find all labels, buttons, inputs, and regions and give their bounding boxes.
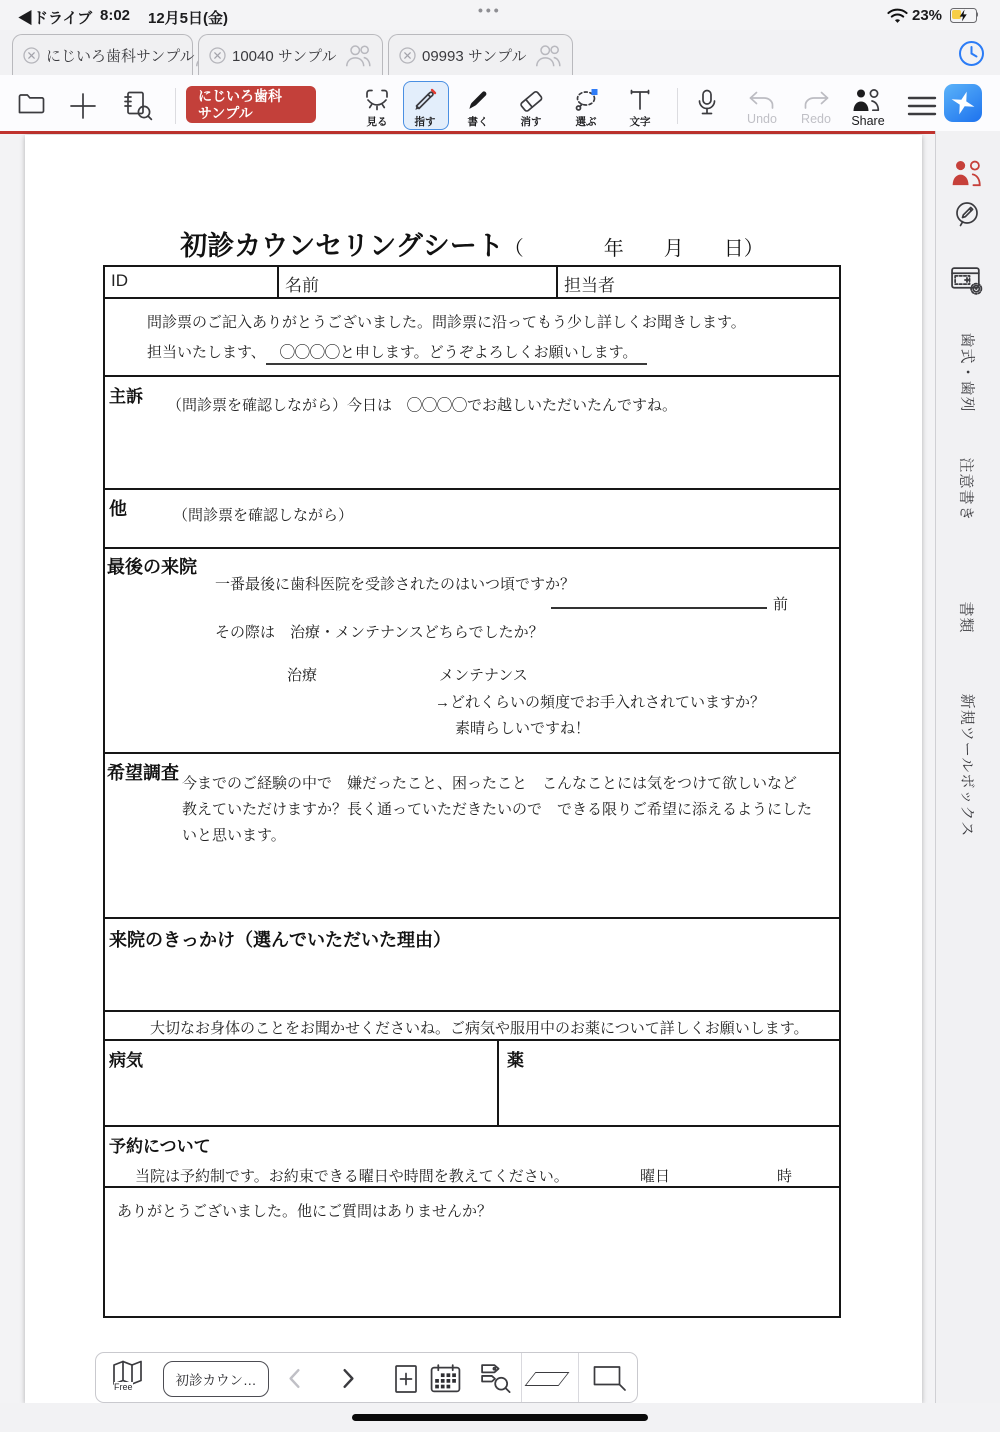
name-blank-underline: ◯◯◯◯と申します。どうぞよろしくお願いします。 [266, 344, 648, 365]
close-icon[interactable] [399, 47, 416, 64]
tab-nijiiro-dental-sample[interactable] [12, 34, 193, 75]
microphone-icon[interactable] [696, 88, 718, 118]
menu-icon[interactable] [906, 95, 938, 117]
tab-label: にじいろ歯科サンプル [46, 47, 195, 65]
home-indicator[interactable] [352, 1414, 648, 1421]
redo-button[interactable]: Redo [794, 90, 838, 126]
main-toolbar [0, 75, 1000, 134]
battery-percent: 23% [912, 7, 943, 24]
folder-icon[interactable] [17, 92, 46, 115]
appointment-section[interactable]: 予約について 当院は予約制です。お約束できる曜日や時間を教えてください。 曜日 時 [105, 1127, 839, 1188]
closing-section[interactable]: ありがとうございました。他にご質問はありませんか？ [117, 1203, 493, 1220]
option-treatment: 治療 [287, 667, 318, 684]
tool-text-button[interactable]: 文字 [618, 87, 662, 129]
toolbox-settings-icon[interactable] [950, 265, 985, 296]
clock-time: 8:02 [100, 7, 131, 24]
share-button[interactable]: Share [845, 87, 891, 128]
add-page-icon[interactable] [392, 1363, 420, 1395]
greeting-section: 問診票のご記入ありがとうございました。問診票に沿ってもう少し詳しくお聞きします。 担当いたします、 ◯◯◯◯と申します。どうぞよろしくお願いします。 [105, 299, 839, 377]
document-search-icon[interactable] [121, 90, 154, 121]
counseling-form-table [103, 265, 841, 1318]
health-intro-row: 大切なお身体のことをお聞かせくださいね。ご病気や服用中のお薬について詳しくお願いします。 [105, 1012, 839, 1041]
tool-view-button[interactable]: 見る [355, 87, 399, 129]
close-icon[interactable] [209, 47, 226, 64]
people-icon [533, 42, 565, 68]
multitask-dots-icon: ••• [478, 2, 502, 18]
comment-pen-icon[interactable] [953, 200, 981, 229]
status-date: 12月5日(金) [148, 10, 229, 27]
field-name[interactable]: 名前 [279, 267, 558, 297]
tool-erase-button[interactable]: 消す [509, 87, 553, 129]
callout-rectangle-icon[interactable] [592, 1364, 627, 1392]
battery-icon [950, 8, 977, 23]
current-page-button[interactable]: 初診カウン… [163, 1361, 269, 1397]
page-grid-icon[interactable] [429, 1363, 462, 1394]
wish-survey-section[interactable]: 希望調査 今までのご経験の中で 嫌だったこと、困ったこと こんなことには気をつけて欲しいなど 教えていただけますか？長く通っていただきたいので できる限りご希望に添えるようにした いと思います。 [105, 754, 839, 919]
field-id[interactable]: ID [105, 267, 279, 297]
tab-bar [0, 30, 1000, 76]
document-title-button[interactable]: にじいろ歯科 サンプル [186, 86, 316, 123]
tab-label: 10040 サンプル [232, 47, 337, 65]
tab-label: 09993 サンプル [422, 47, 527, 65]
field-illness[interactable]: 病気 [105, 1041, 499, 1125]
option-maintenance: メンテナンス [439, 667, 528, 684]
page-navigation-toolbar [95, 1352, 638, 1403]
close-icon[interactable] [23, 47, 40, 64]
appointment-weekday-label: 曜日 [640, 1168, 671, 1185]
toolbar-divider [677, 88, 678, 124]
toolbar-divider [578, 1353, 579, 1402]
page-map-icon[interactable] [110, 1359, 148, 1392]
screen: ◀ドライブ 8:02 12月5日(金) ••• 23% にじいろ歯科サンプル 10040 サンプル 09993 サンプル にじいろ歯科 サンプル 見る 指す 書く 消す 選ぶ 文字 Undo Redo Share 歯式・歯列 注意書き 書類 新規ツールボックス 初診カウンセリングシート（ 年 月 日） ID 名前 担当者 問診票のご記入ありがとうございました。問診票に沿ってもう少し詳しくお聞きします。 担当いたします、 ◯◯◯◯と申します。どうぞよろしくお願いします。 主訴 （問診票を確認しながら）今日は ◯◯◯◯でお越しいただいたんですね。 他 （問診票を確認しながら） 最後の来院 一番最後に歯科医院を受診されたのはいつ頃ですか？ 前 その際は 治療・メンテナンスどちらでしたか？ 治療 メンテナンス →どれくらいの頻度でお手入れされていますか？ 素晴らしいですね！ 希望調査 今までのご経験の中で 嫌だったこと、困ったこと こんなことには気をつけて欲しいなど 教えていただけますか？長く通っていただきたいので できる限りご希望に添えるようにした いと思います。 来院のきっかけ（選んでいただいた理由） 大切なお身体のことをお聞かせくださいね。ご病気や服用中のお薬について詳しくお願いします。 病気 薬 予約について 当院は予約制です。お約束できる曜日や時間を教えてください。 曜日 時 ありがとうございました。他にご質問はありませんか？ Free 初診カウン… [0, 0, 1000, 1432]
history-clock-icon[interactable] [958, 40, 985, 67]
field-medicine[interactable]: 薬 [507, 1051, 524, 1070]
shape-parallelogram-icon[interactable] [530, 1372, 564, 1386]
wifi-icon [886, 7, 909, 24]
tab-10040-sample[interactable] [198, 34, 383, 75]
appointment-hour-label: 時 [777, 1168, 793, 1185]
app-logo-icon[interactable] [944, 84, 982, 122]
form-title: 初診カウンセリングシート（ 年 月 日） [180, 231, 764, 261]
patients-icon[interactable] [950, 158, 986, 188]
tab-09993-sample[interactable] [388, 34, 573, 75]
toolbar-divider [521, 1353, 522, 1402]
undo-button[interactable]: Undo [740, 90, 784, 126]
next-page-icon[interactable] [342, 1368, 355, 1389]
back-to-drive-link[interactable]: ◀ドライブ [18, 10, 93, 27]
chief-complaint-section[interactable]: 主訴 （問診票を確認しながら）今日は ◯◯◯◯でお越しいただいたんですね。 [105, 377, 839, 490]
illness-medicine-row [105, 1041, 839, 1127]
tool-write-button[interactable]: 書く [456, 87, 500, 129]
other-section[interactable]: 他 （問診票を確認しながら） [105, 490, 839, 549]
tool-point-button[interactable]: 指す [403, 87, 447, 129]
status-bar [0, 0, 1000, 30]
field-staff[interactable]: 担当者 [564, 276, 615, 295]
prev-page-icon[interactable] [288, 1368, 301, 1389]
people-icon [343, 42, 375, 68]
toolbar-divider [175, 88, 176, 124]
form-header-row [105, 267, 839, 299]
last-visit-blank: 前 [551, 592, 788, 614]
free-badge: Free [114, 1382, 133, 1392]
add-document-icon[interactable] [68, 91, 98, 121]
tag-search-icon[interactable] [479, 1362, 512, 1394]
tool-select-button[interactable]: 選ぶ [564, 87, 608, 129]
visit-reason-section[interactable]: 来院のきっかけ（選んでいただいた理由） [105, 919, 839, 1012]
last-visit-section[interactable]: 最後の来院 一番最後に歯科医院を受診されたのはいつ頃ですか？ 前 その際は 治療・メンテナンスどちらでしたか？ 治療 メンテナンス →どれくらいの頻度でお手入れされていますか？ 素晴らしいですね！ [105, 549, 839, 754]
